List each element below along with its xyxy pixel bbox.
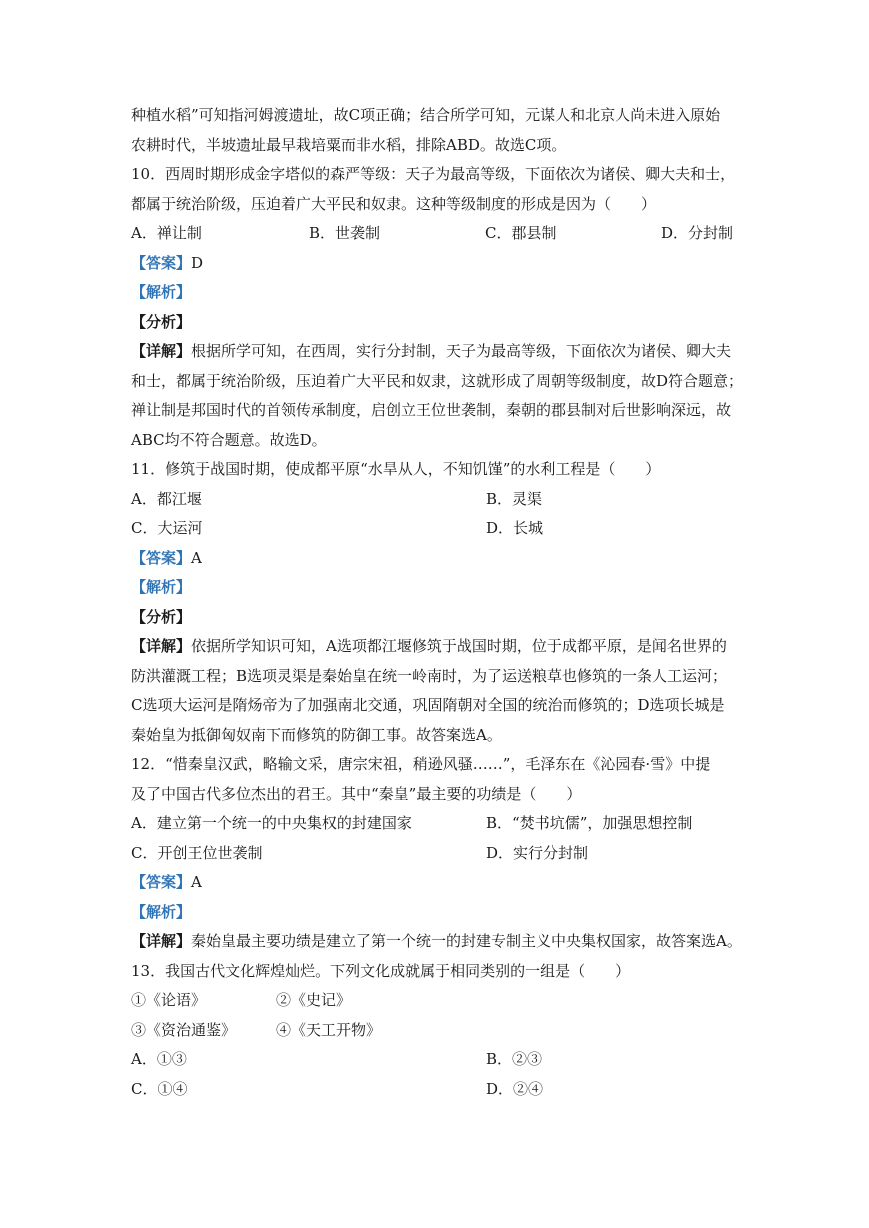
option-b: B．“焚书坑儒”，加强思想控制 xyxy=(486,814,693,832)
analysis-line xyxy=(131,898,739,928)
fenxi-line xyxy=(131,603,739,633)
document-content xyxy=(131,101,744,1104)
detail-text: 禅让制是邦国时代的首领传承制度，启创立王位世袭制，秦朝的郡县制对后世影响深远，故 xyxy=(131,401,732,419)
analysis-line xyxy=(131,573,739,603)
option-a: A．建立第一个统一的中央集权的封建国家 xyxy=(131,814,412,832)
option-b: B．世袭制 xyxy=(309,224,381,242)
question-10-stem: 都属于统治阶级，压迫着广大平民和奴隶。这种等级制度的形成是因为（ ） xyxy=(131,194,657,213)
option-a: A．禅让制 xyxy=(131,224,202,242)
detail-line xyxy=(131,632,739,662)
paragraph-line: 农耕时代，半坡遗址最早栽培粟而非水稻，排除ABD。故选C项。 xyxy=(131,135,567,154)
option-c: C．①④ xyxy=(131,1079,188,1098)
option-c: C．郡县制 xyxy=(485,224,557,242)
question-12-stem: 12．“惜秦皇汉武，略输文采，唐宗宋祖，稍逊风骚……”，毛泽东在《沁园春·雪》中提 xyxy=(131,755,711,773)
detail-tag: 【详解】 xyxy=(131,637,192,655)
fenxi-line xyxy=(131,308,739,338)
option-b: B．②③ xyxy=(486,1050,543,1068)
answer-tag: 【答案】 xyxy=(131,873,192,891)
option-a: A．①③ xyxy=(131,1050,187,1068)
answer-line xyxy=(131,868,739,898)
fenxi-tag: 【分析】 xyxy=(131,312,192,331)
answer-value: A xyxy=(191,873,202,891)
analysis-tag: 【解析】 xyxy=(131,902,192,921)
item-1: ①《论语》 xyxy=(131,991,207,1009)
detail-text: 秦始皇最主要功绩是建立了第一个统一的封建专制主义中央集权国家，故答案选A。 xyxy=(191,932,742,950)
answer-line xyxy=(131,249,739,279)
question-13-options-row xyxy=(131,1045,739,1075)
analysis-tag: 【解析】 xyxy=(131,283,192,301)
option-c: C．大运河 xyxy=(131,519,203,537)
answer-tag: 【答案】 xyxy=(131,548,192,567)
question-12-stem: 及了中国古代多位杰出的君王。其中“秦皇”最主要的功绩是（ ） xyxy=(131,784,582,803)
detail-line xyxy=(131,337,739,367)
question-13-stem: 13．我国古代文化辉煌灿烂。下列文化成就属于相同类别的一组是（ ） xyxy=(131,961,631,980)
detail-line xyxy=(131,927,742,957)
detail-tag: 【详解】 xyxy=(131,932,192,950)
detail-text: 防洪灌溉工程；B选项灵渠是秦始皇在统一岭南时，为了运送粮草也修筑的一条人工运河； xyxy=(131,666,728,685)
detail-text: 依据所学知识可知，A选项都江堰修筑于战国时期，位于成都平原，是闻名世界的 xyxy=(191,637,727,655)
question-12-options-row xyxy=(131,809,739,839)
question-11-stem: 11．修筑于战国时期，使成都平原“水旱从人，不知饥馑”的水利工程是（ ） xyxy=(131,460,661,478)
item-4: ④《天工开物》 xyxy=(276,1020,382,1039)
option-d: D．分封制 xyxy=(661,224,734,242)
answer-value: D xyxy=(191,253,204,272)
paragraph-line: 种植水稻”可知指河姆渡遗址，故C项正确；结合所学可知，元谋人和北京人尚未进入原始 xyxy=(131,106,721,124)
option-a: A．都江堰 xyxy=(131,489,202,508)
analysis-line xyxy=(131,278,739,308)
detail-text: 根据所学可知，在西周，实行分封制，天子为最高等级，下面依次为诸侯、卿大夫 xyxy=(191,342,732,360)
question-13-options-row xyxy=(131,1075,739,1105)
answer-value: A xyxy=(191,548,202,567)
detail-text: ABC均不符合题意。故选D。 xyxy=(131,430,327,449)
item-2: ②《史记》 xyxy=(276,991,352,1009)
option-d: D．实行分封制 xyxy=(486,843,589,862)
detail-text: C选项大运河是隋炀帝为了加强南北交通，巩固隋朝对全国的统治而修筑的；D选项长城是 xyxy=(131,696,725,714)
option-d: D．长城 xyxy=(486,519,544,537)
question-13-items-row xyxy=(131,1016,739,1046)
item-3: ③《资治通鉴》 xyxy=(131,1020,237,1039)
fenxi-tag: 【分析】 xyxy=(131,607,192,626)
answer-tag: 【答案】 xyxy=(131,253,192,272)
analysis-tag: 【解析】 xyxy=(131,578,192,596)
option-b: B．灵渠 xyxy=(486,489,543,508)
question-10-options xyxy=(131,219,739,249)
detail-tag: 【详解】 xyxy=(131,342,192,360)
option-c: C．开创王位世袭制 xyxy=(131,843,263,862)
answer-line xyxy=(131,544,739,574)
question-11-options-row xyxy=(131,514,739,544)
question-10-stem: 10．西周时期形成金字塔似的森严等级：天子为最高等级，下面依次为诸侯、卿大夫和士， xyxy=(131,165,736,183)
question-11-options-row xyxy=(131,485,739,515)
detail-text: 和士，都属于统治阶级，压迫着广大平民和奴隶，这就形成了周朝等级制度，故D符合题意； xyxy=(131,371,744,390)
detail-text: 秦始皇为抵御匈奴南下而修筑的防御工事。故答案选A。 xyxy=(131,725,502,744)
question-12-options-row xyxy=(131,839,739,869)
option-d: D．②④ xyxy=(486,1079,544,1098)
question-13-items-row xyxy=(131,986,739,1016)
